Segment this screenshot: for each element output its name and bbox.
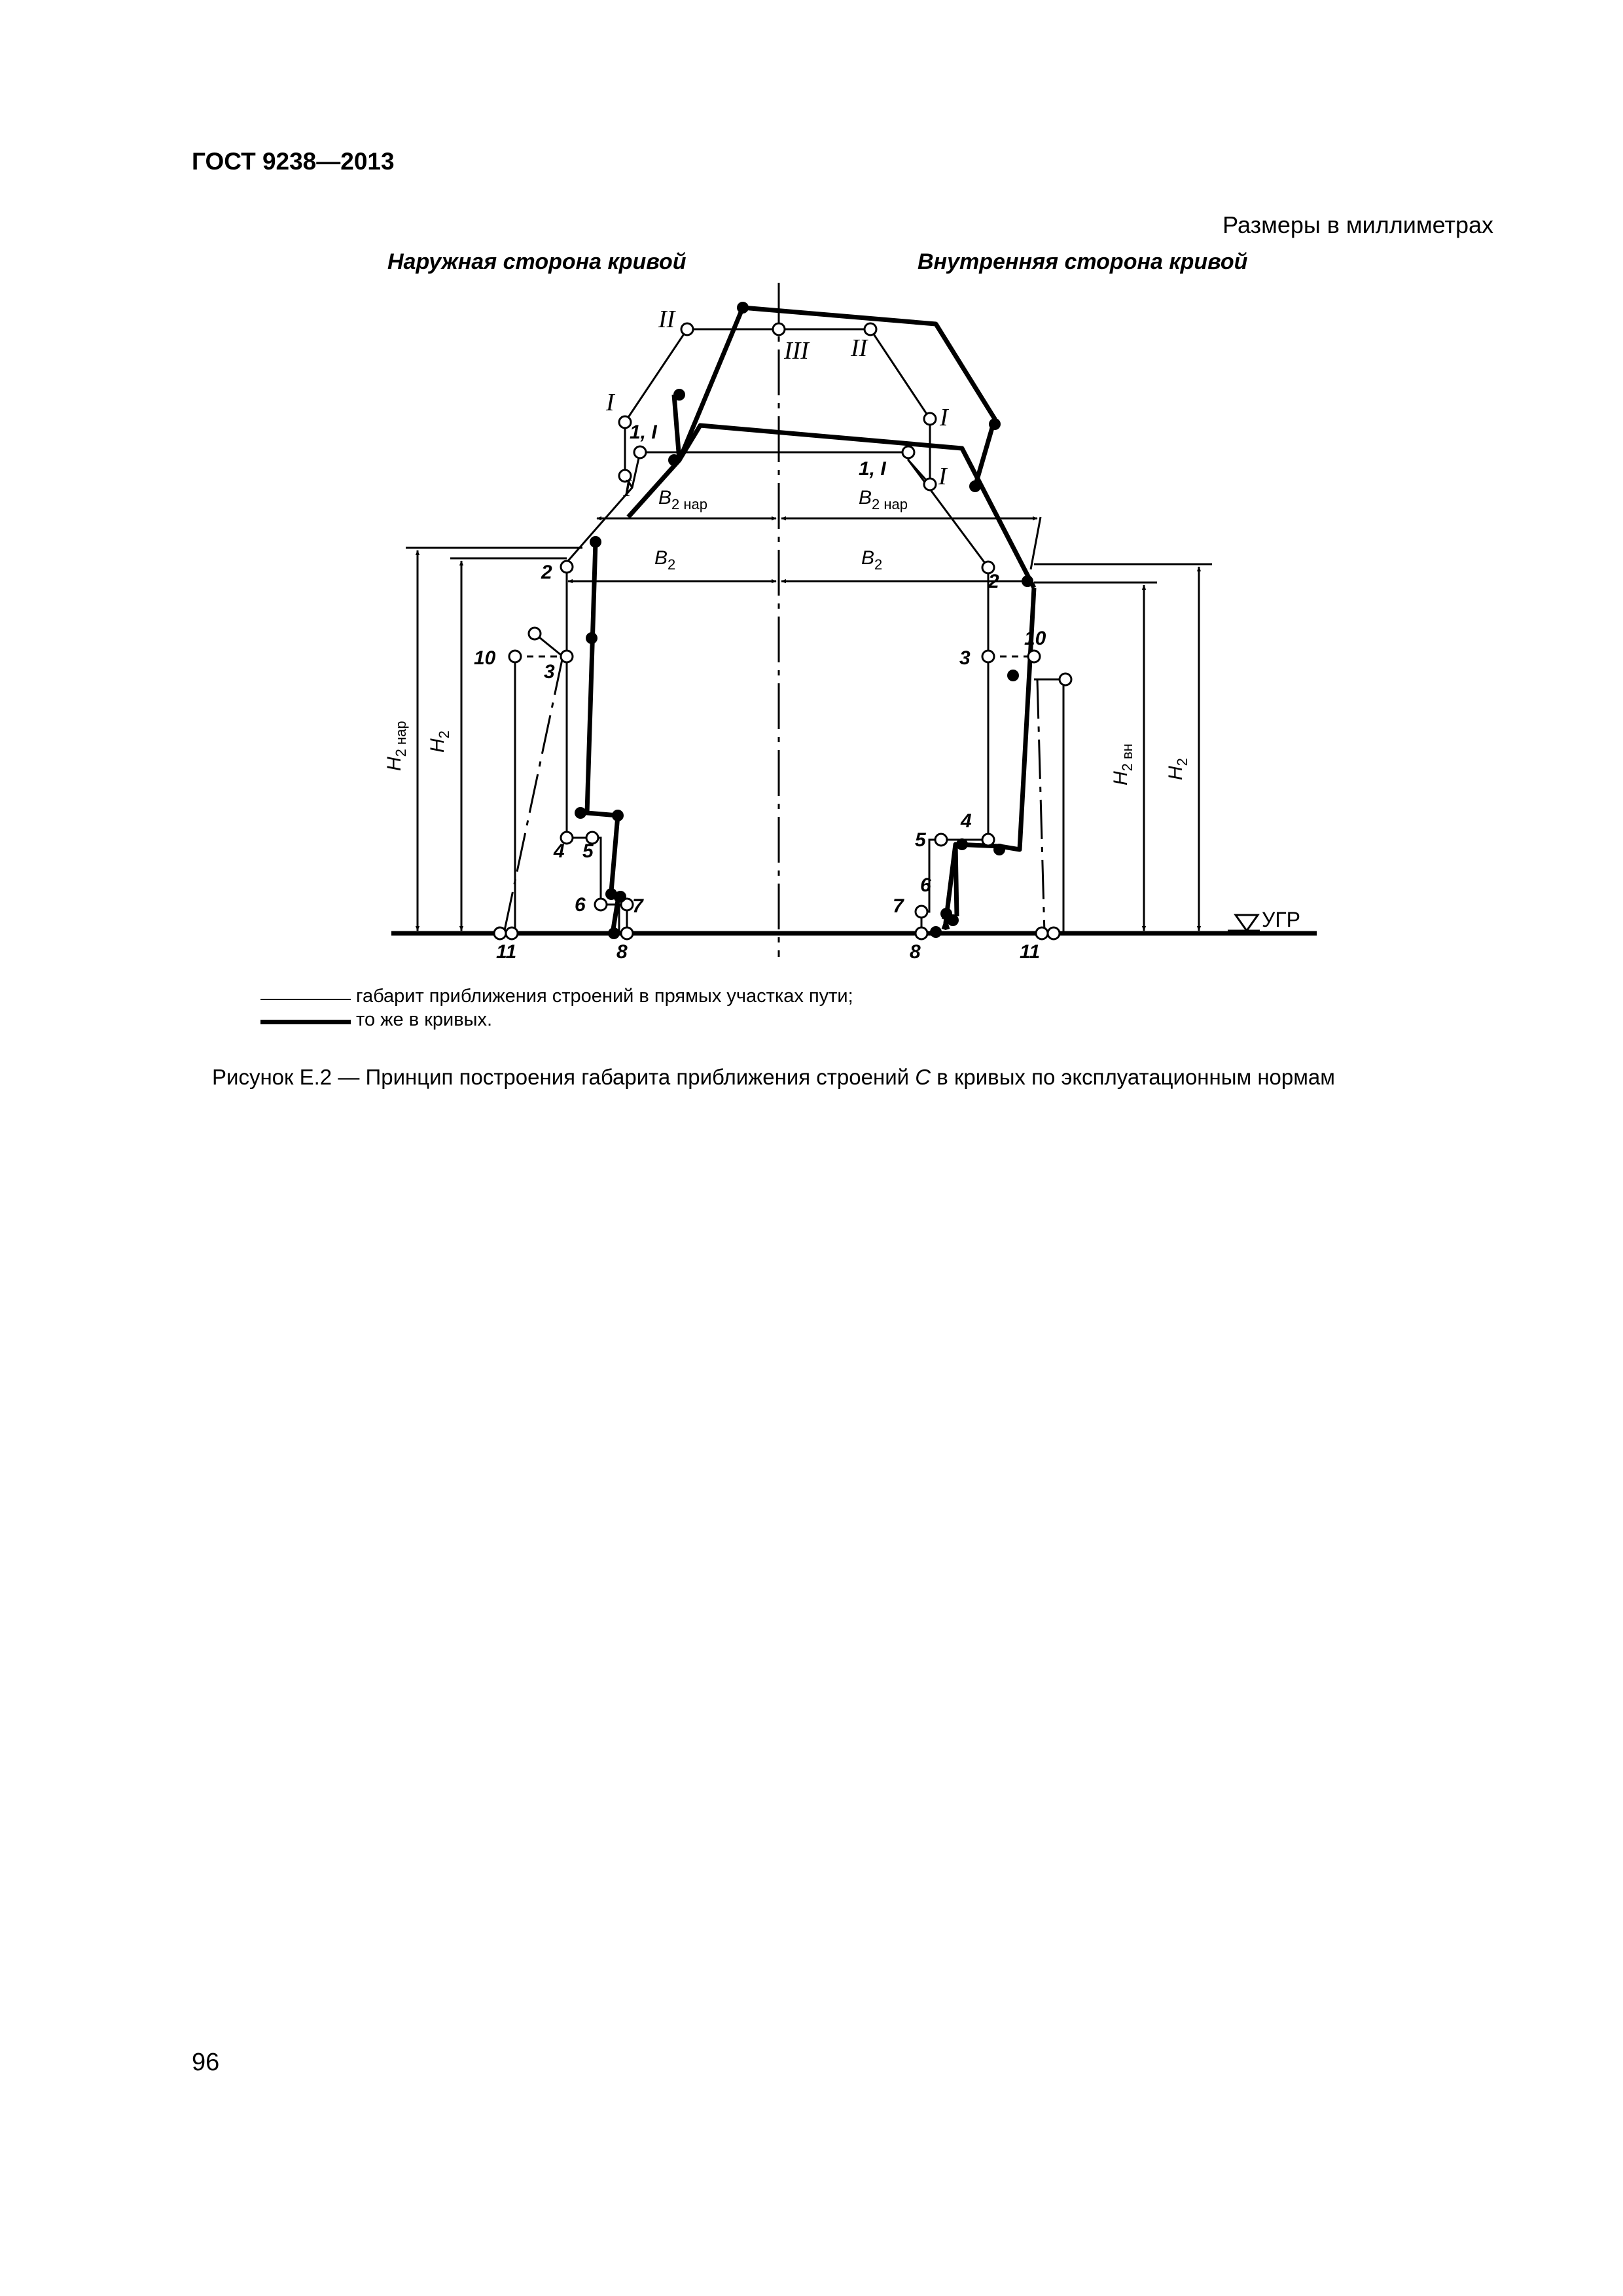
label-2-right: 2 xyxy=(988,571,999,592)
page-number: 96 xyxy=(192,2049,220,2076)
legend-thin-line xyxy=(260,999,351,1000)
label-5-left: 5 xyxy=(582,840,594,862)
dim-B2nar-right: $B_{2 нар}$ xyxy=(859,487,908,512)
dim-H2vn: $H_{2 вн}$ xyxy=(1110,744,1135,785)
figure-caption: Рисунок Е.2 — Принцип построения габарита приближения строений С в кривых по эксплуатационным нормам xyxy=(212,1065,1335,1089)
label-3-left: 3 xyxy=(544,661,555,683)
dim-B2nar-left: $B_{2 нар}$ xyxy=(658,487,707,512)
ugr-marker-icon xyxy=(1236,915,1258,931)
label-11-left: 11 xyxy=(496,941,517,963)
label-10-left: 10 xyxy=(474,647,496,669)
dim-H2-right: $H_2$ xyxy=(1165,758,1190,780)
legend-text: габарит приближения строений в прямых участках пути; xyxy=(356,986,853,1007)
label-III: III xyxy=(784,337,809,365)
curve-lines-to-11 xyxy=(504,656,1044,933)
legend-thick-line xyxy=(260,1020,351,1024)
label-II-left: II xyxy=(658,306,675,333)
inner-side-label: Внутренняя сторона кривой xyxy=(918,249,1248,274)
label-10-right: 10 xyxy=(1024,628,1046,649)
legend-text: то же в кривых. xyxy=(356,1009,493,1030)
label-7-right: 7 xyxy=(893,895,904,917)
label-2-left: 2 xyxy=(541,562,552,583)
label-1I-right: 1, I xyxy=(859,458,886,480)
label-I-right-top: I xyxy=(940,404,948,431)
ugr-label: УГР xyxy=(1262,908,1300,931)
document-header: ГОСТ 9238—2013 xyxy=(192,148,395,175)
label-I-left-bottom: I xyxy=(623,475,632,502)
label-7-left: 7 xyxy=(632,895,643,917)
label-6-left: 6 xyxy=(575,894,586,916)
height-reference-lines xyxy=(406,517,1212,583)
label-I-right-bottom: I xyxy=(938,463,947,490)
label-11-right: 11 xyxy=(1020,941,1041,963)
clearance-diagram xyxy=(0,0,1623,1047)
straight-track-outline xyxy=(515,329,1063,933)
width-dimensions xyxy=(568,518,1037,581)
outer-side-label: Наружная сторона кривой xyxy=(387,249,687,274)
dim-B2-right: $B_2$ xyxy=(861,547,883,573)
label-5-right: 5 xyxy=(915,829,926,851)
label-6-right: 6 xyxy=(920,874,931,896)
dim-H2nar: $H_{2 нар}$ xyxy=(383,721,409,771)
dim-H2-left: $H_2$ xyxy=(427,730,452,753)
height-dimensions xyxy=(418,550,1199,931)
label-8-left: 8 xyxy=(616,941,628,963)
label-II-right: II xyxy=(851,334,868,362)
label-I-left-top: I xyxy=(606,389,615,416)
label-4-left: 4 xyxy=(554,840,565,862)
filled-points xyxy=(575,302,1033,939)
label-3-right: 3 xyxy=(959,647,971,669)
units-note: Размеры в миллиметрах xyxy=(1222,211,1493,238)
label-4-right: 4 xyxy=(961,810,972,832)
label-8-right: 8 xyxy=(910,941,921,963)
label-1I-left: 1, I xyxy=(630,422,657,443)
dim-B2-left: $B_2$ xyxy=(654,547,676,573)
